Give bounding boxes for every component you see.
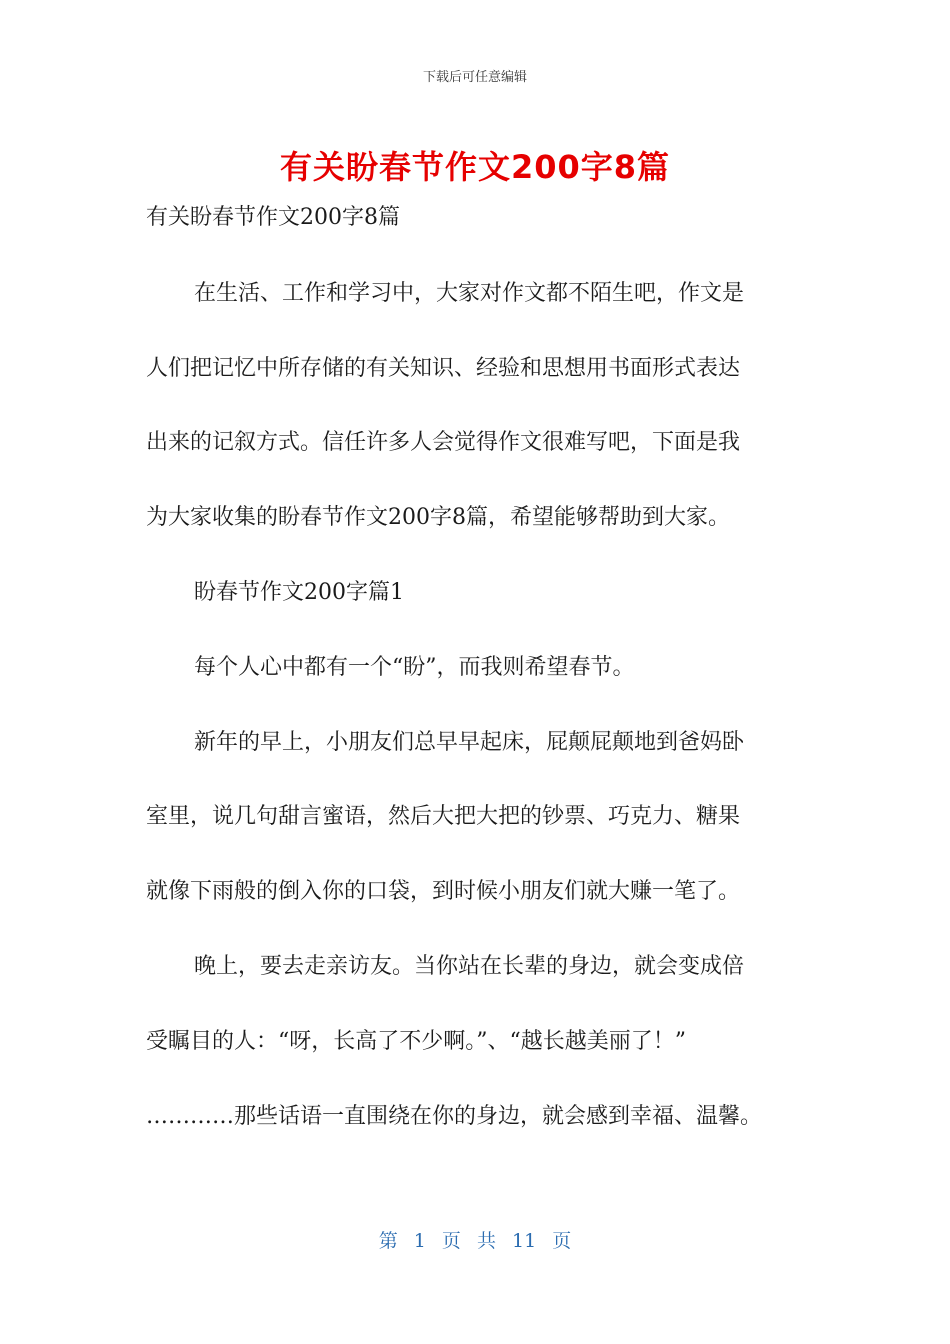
page-number-footer: 第 1 页 共 11 页 [378,1230,572,1252]
paragraph-line: 在生活、工作和学习中，大家对作文都不陌生吧，作文是 [194,281,745,306]
paragraph-line: 为大家收集的盼春节作文200字8篇，希望能够帮助到大家。 [146,505,730,530]
paragraph-line: 人们把记忆中所存储的有关知识、经验和思想用书面形式表达 [146,356,741,381]
paragraph-line: 出来的记叙方式。信任许多人会觉得作文很难写吧，下面是我 [146,430,741,455]
paragraph-line: 新年的早上，小朋友们总早早起床，屁颠屁颠地到爸妈卧 [194,730,745,755]
paragraph-line: 室里，说几句甜言蜜语，然后大把大把的钞票、巧克力、糖果 [146,804,741,829]
section-heading: 盼春节作文200字篇1 [194,580,404,605]
paragraph-line: 就像下雨般的倒入你的口袋，到时候小朋友们就大赚一笔了。 [146,879,741,904]
paragraph-line: 每个人心中都有一个“盼”，而我则希望春节。 [194,655,635,680]
subtitle-line: 有关盼春节作文200字8篇 [146,205,400,230]
header-note: 下载后可任意编辑 [422,70,527,85]
document-title: 有关盼春节作文200字8篇 [279,148,671,186]
paragraph-line: …………那些话语一直围绕在你的身边，就会感到幸福、温馨。 [146,1104,763,1129]
paragraph-line: 晚上，要去走亲访友。当你站在长辈的身边，就会变成倍 [194,954,745,979]
paragraph-line: 受瞩目的人：“呀，长高了不少啊。”、“越长越美丽了！” [146,1029,686,1054]
